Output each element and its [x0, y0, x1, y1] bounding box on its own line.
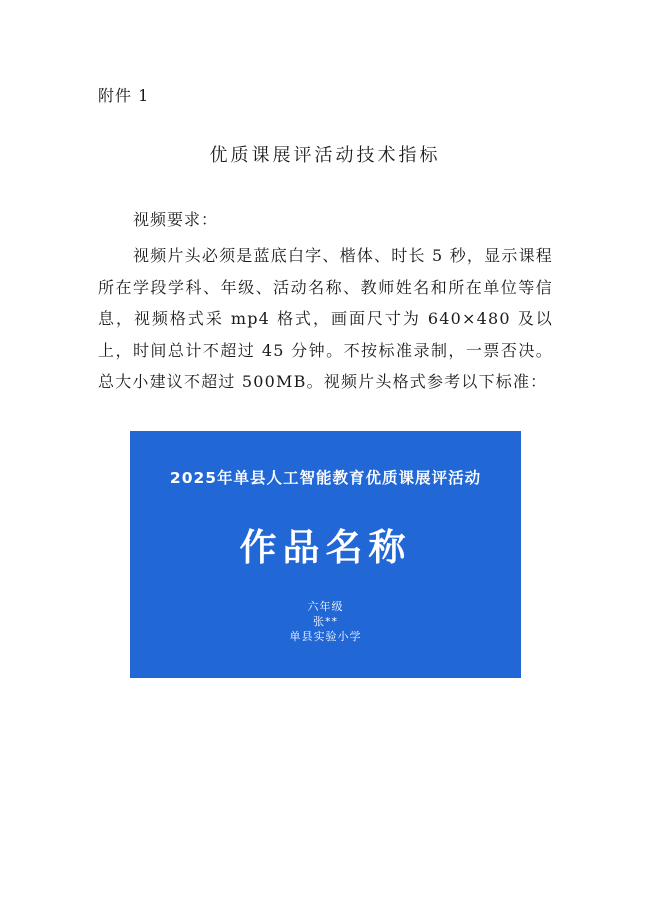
requirements-paragraph: 视频片头必须是蓝底白字、楷体、时长 5 秒，显示课程所在学段学科、年级、活动名称、教师姓名和所在单位等信息，视频格式采 mp4 格式，画面尺寸为 640×480 及以上，时间总计不超过 45 分钟。不按标准录制，一票否决。总大小建议不超过 500MB。视频片头格式参考以下标准： — [98, 246, 553, 391]
section-heading: 视频要求： — [133, 210, 219, 229]
video-title-card-example — [130, 431, 521, 678]
card-work-name: 作品名称 — [239, 526, 412, 569]
attachment-label: 附件 1 — [98, 86, 150, 105]
document-title: 优质课展评活动技术指标 — [209, 145, 441, 166]
card-grade: 六年级 — [307, 600, 344, 613]
card-school: 单县实验小学 — [289, 630, 362, 643]
card-event-name: 2025年单县人工智能教育优质课展评活动 — [169, 469, 482, 487]
card-teacher: 张** — [313, 615, 338, 628]
